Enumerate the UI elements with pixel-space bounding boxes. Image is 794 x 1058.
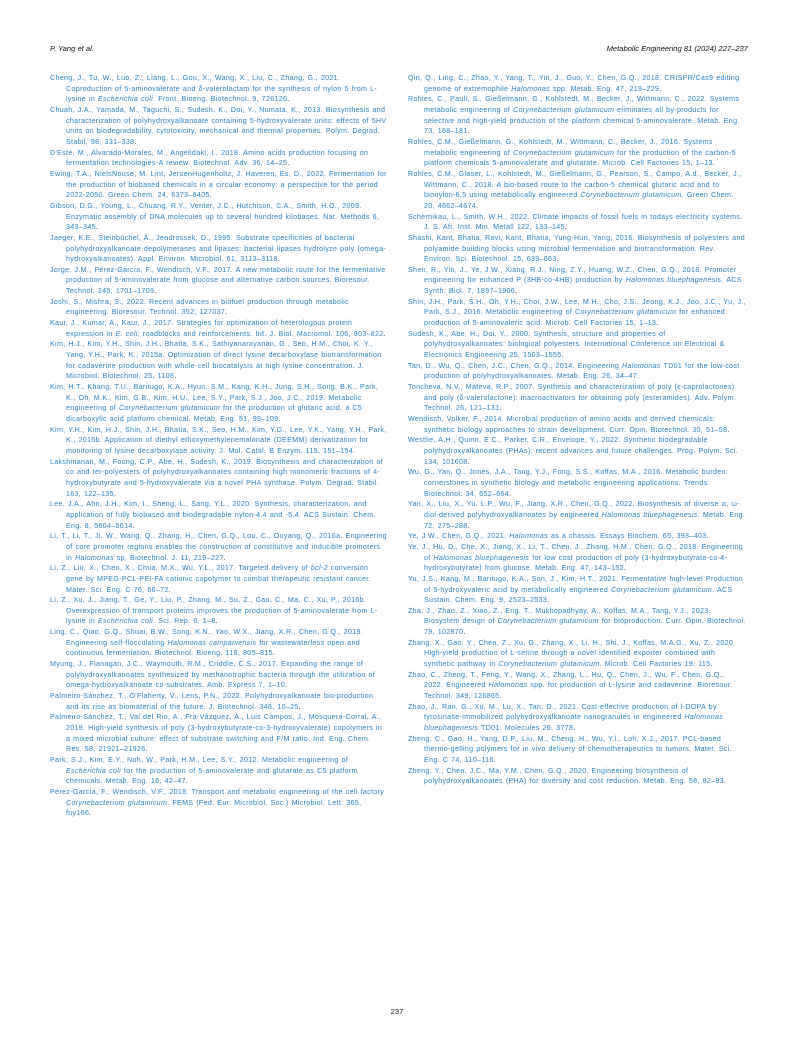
reference-end-period: . — [132, 521, 135, 530]
reference-entry — [50, 595, 388, 627]
reference-text: Toncheva, N.V., Mateva, R.P., 2007. Synthesis and characterization of poly (ε-caprolactones) and poly (δ-valerolactone): macroactivators for obtaining poly (esteramides). Adv. Polym. Technol. 26, 121–131 — [408, 383, 737, 413]
references-right-column — [408, 73, 746, 787]
reference-entry — [408, 361, 746, 382]
reference-text: Lee, J.A., Ahn, J.H., Kim, I., Sheng, L., Sang, Y.L., 2020. Synthesis, characterization, and application of fully biobased and biodegradable nylon-4,4 and -5,4. ACS Sustain. Chem. Eng. 8, 5604–5614 — [50, 500, 376, 530]
running-header-authors: P. Yang et al. — [50, 44, 94, 53]
reference-end-period: . — [561, 351, 564, 360]
reference-end-period: . — [499, 692, 502, 701]
reference-end-period: . — [287, 95, 290, 104]
reference-entry — [408, 499, 746, 531]
reference-italic-text: Halomonas — [75, 553, 114, 562]
reference-end-period: . — [467, 457, 470, 466]
reference-text: Zha, J., Zhao, Z., Xiao, Z., Eng, T., Mukhopadhyay, A., Koffas, M.A., Tang, Y.J., 2023. Biosystem design of — [408, 606, 711, 626]
reference-italic-text: Escherichia coli — [66, 766, 122, 775]
reference-italic-text: E. coli — [115, 329, 138, 338]
reference-italic-text: Corynebacterium glutamicum — [513, 148, 615, 157]
reference-entry — [50, 73, 388, 105]
reference-italic-text: bcl-2 — [310, 564, 328, 573]
reference-end-period: . — [215, 617, 218, 626]
reference-entry — [50, 382, 388, 425]
reference-end-period: . — [623, 564, 627, 573]
reference-italic-text: Halomonas — [622, 361, 661, 370]
reference-text: sp. Biotechnol. J. 11, 219–227 — [113, 553, 224, 562]
reference-text: Shen, R., Yin, J., Ye, J.W., Xiang, R.J., Ning, Z.Y., Huang, W.Z., Chen, G.Q., 2018. Promoter engineering for enhanced P (3HB-co-4HB) production by — [408, 265, 737, 285]
reference-entry — [408, 531, 746, 542]
reference-text: : roadblocks and reinforcements. Int. J. Biol. Macromol. 106, 803–822 — [137, 329, 384, 338]
reference-entry — [408, 414, 746, 435]
reference-entry — [50, 755, 388, 787]
reference-text: Zheng, C., Gao, H., Yang, D.P., Liu, M., Cheng, H., Wu, Y.l., Loh, X.J., 2017. PCL-based thermo-gelling polymers for in vivo delivery of chemotherapeutics to tumors. Mater. Sci. Eng. C 74, 110–116 — [408, 734, 732, 764]
reference-end-period: . — [134, 137, 137, 146]
reference-text: Qin, Q., Ling, C., Zhao, Y., Yang, T., Yin, J., Guo, Y., Chen, G.Q., 2018. CRISPR/Cas9 editing genome of extremophile — [408, 74, 740, 93]
reference-end-period: . — [509, 489, 512, 498]
reference-entry — [408, 233, 746, 265]
reference-text: Palmeiro-Sánchez, T., Val del Rio, A., Fra-Vázquez, A., Luis Campos, J., Mosquera-Corral, A., 2019. High-yield synthesis of poly (3-hydroxybutyrate-co-3-hydroxyvalerate) copolymers in a mixed microbial culture: effect of substrate switching and F/M ratio. Ind. Eng. Chem. Res. 58, 21921–21926 — [50, 713, 383, 754]
reference-end-period: . — [209, 191, 212, 200]
reference-entry — [50, 425, 388, 457]
reference-entry — [50, 297, 388, 318]
reference-entry — [408, 435, 746, 467]
reference-text: for enhanced production of 5-aminovaleric acid. Microb. Cell Factories 15, 1–13 — [424, 308, 725, 328]
reference-text: Kim, H.J., Kim, Y.H., Shin, J.H., Bhatia, S.K., Sathiyanarayanan, G., Seo, H.M., Choi, K. Y., Yang, Y.H., Park, K., 2015a. Optimization of direct lysine decarboxylase biotransformation for cadaverine production with whole-cell biocatalysis at high lysine concentration. J. Microbiol. Biotechnol. 25, 1108 — [50, 340, 382, 381]
reference-end-period: . — [499, 404, 502, 413]
reference-entry — [50, 318, 388, 339]
reference-text: TD01 for the low-cost production of polyhydroxyalkanoates. Metab. Eng. 26, 34–47 — [424, 361, 740, 381]
reference-entry — [408, 766, 746, 787]
reference-end-period: . — [352, 446, 356, 455]
reference-text: Chuah, J.A., Yamada, M., Taguchi, S., Sudesh, K., Doi, Y., Numata, K., 2013. Biosynthesis and characterization of polyhydroxyalkanoate containing 5-hydroxyvalerate units: effects of 5HV units on biodegradability, cytotoxicity, mechanical and thermal properties. Polym. Degrad. Stabil. 98, 331–338 — [50, 105, 387, 146]
page-number: 237 — [390, 1007, 404, 1016]
reference-text: Jaeger, K.E., Steinbüchel, A., Jendrossek, D., 1995. Substrate specificities of bacterial polyhydroxyalkanoate depolymerases and lipases: bacterial lipases hydrolyze poly (omega-hydroxyalkanoates). Appl. Environ. Microbiol. 61, 3113–3118 — [50, 233, 387, 264]
reference-end-period: . — [223, 553, 226, 562]
reference-text: Ye, J., Hu, D., Che, X., Jiang, X., Li, T., Chen, J., Zhang, H.M., Chen, G.Q., 2018. Engineering of — [408, 542, 744, 562]
reference-end-period: . — [723, 777, 727, 786]
reference-entry — [50, 339, 388, 382]
reference-end-period: . — [154, 287, 157, 296]
reference-text: Kim, Y.H., Kim, H.J., Shin, J.H., Bhatia, S.K., Seo, H.M., Kim, Y.G., Lee, Y.K., Yang, Y.H., Park, K., 2015b. Application of diethyl ethoxymethylenemalonate (DEEMM) derivatization for monitoring of lysine decarboxylase activity. J. Mol. Catal. B Enzym. 115, 151–154 — [50, 425, 387, 455]
reference-entry — [408, 702, 746, 734]
reference-entry — [408, 670, 746, 702]
reference-text: for the production of the carbon-5 platform chemicals 5-aminovalerate and glutarate. Microb. Cell Factories 15, 1–13 — [424, 148, 736, 168]
reference-entry — [408, 137, 746, 169]
reference-italic-text: Corynebacterium glutamicum — [610, 585, 713, 594]
reference-italic-text: Halomonas bluephagenesis — [424, 713, 724, 733]
reference-text: . Metab. Eng. 72, 275–288 — [424, 510, 746, 530]
reference-entry — [50, 531, 388, 563]
reference-end-period: . — [298, 702, 301, 711]
reference-text: Zhao, C., Zheng, T., Feng, Y., Wang, X., Zhang, L., Hu, Q., Chen, J., Wu, F., Chen, G.Q., 2022. Engineered — [408, 670, 725, 690]
reference-text: Sudesh, K., Abe, H., Doi, Y., 2000. Synthesis, structure and properties of polyhydroxyalkanoates: biological polyesters. International Conference on Electrical & Electronics Engineering 25, 1503–1555 — [408, 329, 725, 360]
reference-text: . ACS Sustain. Chem. Eng. 9, 2523–2533 — [424, 585, 733, 605]
reference-entry — [408, 73, 746, 94]
reference-text: Wu, G., Yan, Q., Jones, J.A., Tang, Y.J., Fong, S.S., Koffas, M.A., 2016. Metabolic burden: cornerstones in synthetic biology and metabolic engineering applications. Trends Biotechnol. 34, 652–664 — [408, 468, 729, 498]
reference-entry — [408, 542, 746, 574]
reference-entry — [50, 499, 388, 531]
reference-entry — [408, 606, 746, 638]
reference-italic-text: Halomonas — [488, 681, 528, 690]
reference-end-period: . — [467, 521, 470, 530]
reference-entry — [50, 787, 388, 819]
reference-text: Kim, H.T., Khang, T.U., Baritugo, K.A., Hyun, S.M., Kang, K.H., Jung, S.H., Song, B.K., Park, K., Oh, M.K., Kim, G.B., Kim, H.U., Lee, S.Y., Park, S.J., Joo, J.C., 2019. Metabolic engineering of — [50, 383, 379, 413]
reference-text: Shin, J.H., Park, S.H., Oh, Y.H., Choi, J.W., Lee, M.H., Cho, J.S., Jeong, K.J., Joo, J.C., Yu, J., Park, S.J., 2016. Metabolic engineering of — [408, 297, 746, 317]
reference-text: conversion gene by MPEG-PCL-PEI-FA cationic copolymer to combat therapeutic resistant cancer. Mater. Sci. Eng. C 76, 66–72 — [66, 564, 371, 594]
reference-italic-text: Escherichia coli — [98, 95, 154, 104]
reference-end-period: . — [168, 585, 171, 594]
reference-entry — [50, 201, 388, 233]
reference-italic-text: Halomonas — [511, 84, 551, 93]
reference-end-period: . — [145, 745, 148, 754]
reference-text: as a chassis. Essays Biochem. 65, 393–403 — [547, 532, 707, 541]
reference-entry — [50, 712, 388, 755]
reference-text: Cheng, J., Tu, W., Luo, Z., Liang, L., Gou, X., Wang, X., Liu, C., Zhang, G., 2021. Coproduction of 5-aminovalerate and δ-valerolactam for the synthesis of nylon 5 from L-lysine in — [50, 74, 378, 104]
reference-entry — [50, 659, 388, 691]
reference-entry — [408, 382, 746, 414]
reference-end-period: . — [659, 84, 662, 93]
reference-end-period: . — [383, 329, 386, 338]
reference-end-period: . — [285, 681, 288, 690]
reference-italic-text: Corynebacterium glutamicum — [580, 191, 682, 200]
reference-end-period: . — [706, 532, 709, 541]
reference-italic-text: Halomonas — [509, 532, 548, 541]
reference-text: Wendisch, Volker, F., 2014. Microbial production of amino acids and derived chemicals: synthetic biology approaches to strain development. Curr. Opin. Biotechnol. 30, 51–58 — [408, 415, 728, 434]
reference-text: . ACS Synth. Biol. 7, 1897–1906 — [424, 276, 742, 296]
reference-entry — [50, 169, 388, 201]
reference-end-period: . — [637, 372, 640, 381]
reference-italic-text: Halomonas bluephagenesis — [433, 553, 530, 562]
reference-italic-text: Corynebacterium glutamicum — [513, 105, 615, 114]
reference-end-period: . — [185, 777, 189, 786]
reference-end-period: . — [95, 223, 99, 232]
reference-text: Tan, D., Wu, Q., Chen, J.C., Chen, G.Q., 2014. Engineering — [408, 361, 623, 370]
reference-entry — [408, 638, 746, 670]
reference-text: Rohles, C., Pauli, S., Gießelmann, G., Kohlstedt, M., Becker, J., Wittmann, C., 2022. Systems metabolic engineering of — [408, 95, 740, 114]
reference-end-period: . — [573, 724, 576, 733]
reference-end-period: . — [493, 756, 496, 764]
reference-italic-text: Halomonas bluephagenesis — [625, 276, 722, 285]
reference-text: D'Este, M., Alvarado-Morales, M., Angelidaki, I., 2018. Amino acids production focusing on fermentation technologies-A review. Biotechnol. Adv. 36, 14–25 — [50, 148, 369, 168]
running-header-journal: Metabolic Engineering 81 (2024) 227–237 — [606, 44, 748, 53]
reference-entry — [50, 691, 388, 712]
reference-end-period: . — [712, 159, 716, 168]
reference-end-period: . — [113, 489, 117, 498]
reference-entry — [50, 627, 388, 659]
reference-entry — [50, 148, 388, 169]
reference-end-period: . — [476, 201, 479, 210]
reference-end-period: . — [277, 255, 280, 264]
reference-text: spp. for production of L-lysine and cadaverine. Bioresour. Technol. 349, 126865 — [424, 681, 733, 701]
reference-text: . Microb. Cell Factories 19, 115 — [599, 660, 711, 669]
reference-italic-text: Escherichia coli — [98, 617, 154, 626]
reference-end-period: . — [463, 628, 466, 637]
reference-text: for wastewaterless open and continuous fermentation. Biotechnol. Bioeng. 116, 805–815 — [66, 638, 361, 658]
reference-text: Jorge, J.M., Pérez-García, F., Wendisch, V.F., 2017. A new metabolic route for the fermentative production of 5-aminovalerate from glucose and alternative carbon sources. Bioresour. Technol. 245, 1701–1709 — [50, 265, 386, 296]
reference-italic-text: Corynebacterium glutamicum — [118, 404, 221, 413]
reference-text: Ling, C., Qiao, G.Q., Shuai, B.W., Song, K.N., Yao, W.X., Jiang, X.R., Chen, G.Q., 2019. Engineering self-flocculating — [50, 628, 364, 647]
reference-entry — [50, 233, 388, 265]
reference-entry — [408, 265, 746, 297]
reference-text: Schernikau, L., Smith, W.H., 2022. Climate impacts of fossil fuels in todays electricity systems. J. S. Afr. Inst. Min. Metall 122, 133–145 — [408, 212, 743, 232]
reference-text: for the production of 5-aminovalerate and glutarate as C5 platform chemicals. Metab. Eng. 16, 42–47 — [66, 766, 358, 786]
reference-text: . FEMS (Fed. Eur. Microbiol. Soc.) Microbiol. Lett. 365, fny166 — [66, 798, 362, 818]
reference-text: . Sci. Rep. 6, 1–8 — [153, 617, 216, 626]
reference-entry — [408, 574, 746, 606]
reference-text: Zhao, J., Ran, G., Xu, M., Lu, X., Tan, D., 2021. Cost-effective production of l-DOPA by tyrosinase-immobilized polyhydroxyalkanoate nanogranules in engineered — [408, 702, 717, 722]
reference-text: Zhang, X., Gao, Y., Chen, Z., Xu, G., Zhang, X., Li, H., Shi, J., Koffas, M.A.G., Xu, Z., 2020. High-yield production of L-serine through a novel identified exporter combined with synthetic pathway in — [408, 638, 736, 669]
reference-text: for low cost production of poly (3-hydroxybutyrate-co-4-hydroxybutyrate) from glucose. Metab. Eng. 47, 143–152 — [424, 553, 728, 573]
reference-text: Li, T., Li, T., Ji, W., Wang, Q., Zhang, H., Chen, G.Q., Lou, C., Ouyang, Q., 2016a. Engineering of core promoter regions enables the construction of constitutive and inducible promoters in — [50, 532, 387, 562]
reference-text: Kaur, J., Kumar, A., Kaur, J., 2017. Strategies for optimization of heterologous protein expression in — [50, 319, 353, 338]
reference-entry — [408, 94, 746, 137]
reference-text: Rohles, C.M., Glaser, L., Kohlstedt, M., Gießelmann, G., Pearson, S., Campo, A.d., Becker, J., Wittmann, C., 2018. A bio-based route to the carbon-5 chemical glutaric acid and to bionylon-6,5 using metabolically engineered — [408, 169, 742, 200]
reference-text: Myung, J., Flanagan, J.C., Waymouth, R.M., Criddle, C.S., 2017. Expanding the range of polyhydroxyalkanoates synthesized by methanotrophic bacteria through the utilization of omega-hydroxyalkanoate co-substrates. Amb. Express 7, 1–10 — [50, 660, 376, 690]
reference-end-period: . — [564, 223, 568, 232]
reference-text: Yan, X., Liu, X., Yu, L.P., Wu, F., Jiang, X.R., Chen, G.Q., 2022. Biosynthesis of diverse α, ω-diol-derived polyhydroxyalkanoates by engineered — [408, 500, 740, 519]
reference-end-period: . — [556, 255, 559, 264]
reference-end-period: . — [174, 372, 177, 381]
reference-entry — [50, 265, 388, 297]
reference-text: . Green Chem. 20, 4662–4674 — [424, 191, 734, 210]
reference-text: Rohles, C.M., Gießelmann, G., Kohlstedt, M., Wittmann, C., Becker, J., 2016. Systems metabolic engineering of — [408, 137, 713, 157]
reference-text: Westlie, A.H., Quinn, E.C., Parker, C.R., Envelope, Y., 2022. Synthetic biodegradable polyhydroxyalkanoates (PHAs): recent advances and future challenges. Prog. Polym. Sci. 134, 101608 — [408, 436, 739, 466]
reference-end-period: . — [727, 425, 730, 434]
reference-italic-text: Corynebacterium glutamicum — [66, 798, 168, 807]
reference-text: . Front. Bioeng. Biotechnol. 9, 726126 — [153, 95, 288, 104]
reference-text: for the production of glutaric acid, a C5 dicarboxylic acid platform chemical. Metab. Eng. 51, 99–109 — [66, 404, 363, 423]
reference-end-period: . — [272, 649, 276, 658]
reference-italic-text: Halomonas bluephagenesis — [601, 510, 698, 519]
reference-end-period: . — [515, 287, 518, 296]
reference-text: spp. Metab. Eng. 47, 219–229 — [550, 84, 660, 93]
reference-entry — [408, 212, 746, 233]
reference-end-period: . — [287, 159, 290, 168]
reference-italic-text: Corynebacterium glutamicum — [497, 617, 599, 626]
reference-text: eliminates all by-products for selective and high-yield production of the platform chemical 5-aminovalerate. Metab. Eng. 73, 168–181 — [424, 105, 740, 136]
reference-text: Shashi, Kant, Bhatia, Ravi, Kant, Bhatia, Yung-Hun, Yang, 2016. Biosynthesis of polyesters and polyamide building blocks using microbial fermentation and biotransformation. Rev. Environ. Sci. Biotechnol. 15, 639–663 — [408, 233, 745, 264]
reference-end-period: . — [710, 660, 713, 669]
reference-text: Zheng, Y., Chen, J.C., Ma, Y.M., Chen, G.Q., 2020. Engineering biosynthesis of polyhydroxyalkanoates (PHA) for diversity and cost reduction. Metab. Eng. 58, 82–93 — [408, 766, 724, 786]
reference-text: Palmeiro-Sánchez, T., O'Flaherty, V., Lens, P.N., 2022. Polyhydroxyalkanoate bio-production and its rise as biomaterial of the future. J. Biotechnol. 348, 10–25 — [50, 692, 374, 711]
reference-entry — [50, 105, 388, 148]
reference-text: Gibson, D.G., Young, L., Chuang, R.Y., Venter, J.C., Hutchison, C.A., Smith, H.O., 2009. Enzymatic assembly of DNA molecules up to several hundred kilobases. Nat. Methods 6, 343–345 — [50, 201, 380, 232]
reference-italic-text: Corynebacterium glutamicum — [498, 660, 600, 669]
reference-italic-text: Corynebacterium glutamicum — [575, 308, 677, 317]
reference-entry — [408, 297, 746, 329]
reference-text: Ye, J.W., Chen, G.Q., 2021. — [408, 532, 510, 541]
reference-entry — [408, 329, 746, 361]
reference-text: Yu, J.S., Kang, M., Baritugo, K.A., Son, J., Kim, H.T., 2021. Fermentative high-level Production of 5-hydroxyvaleric acid by metabolically engineered — [408, 574, 744, 594]
reference-end-period: . — [225, 308, 228, 317]
reference-end-period: . — [278, 415, 281, 423]
reference-text: TD01. Molecules 26, 3778 — [478, 724, 574, 733]
reference-end-period: . — [89, 809, 92, 818]
reference-text: Joshi, S., Mishra, S., 2022. Recent advances in biofuel production through metabolic engineering. Bioresour. Technol. 352, 127037 — [50, 297, 349, 317]
reference-end-period: . — [467, 127, 470, 136]
reference-entry — [50, 457, 388, 500]
references-left-column — [50, 73, 388, 819]
reference-italic-text: Halomonas campaniensis — [167, 638, 257, 647]
reference-text: Ewing, T.A., NielsNouse, M. Lint, JeroenHugenholtz, J. Haveren, Es, D., 2022. Fermentation for the production of biobased chemicals in a circular economy: a perspective for the period 2022-2050. Green Chem. 24, 6373–6405 — [50, 169, 387, 200]
reference-end-period: . — [656, 319, 659, 328]
reference-end-period: . — [547, 596, 550, 605]
reference-text: Li, Z., Liu, X., Chen, X., Chua, M.X., Wu, Y.L., 2017. Targeted delivery of — [50, 564, 311, 573]
reference-entry — [408, 169, 746, 212]
reference-entry — [408, 734, 746, 766]
reference-text: Li, Z., Xu, J., Jiang, T., Ge, Y., Liu, P., Zhang, M., Su, Z., Gao, C., Ma, C., Xu, P., 2016b. Overexpression of transport proteins improves the production of 5-aminovalerate from L-lysine in — [50, 596, 378, 626]
reference-text: for bioproduction. Curr. Opin. Biotechnol. 79, 102870 — [424, 617, 746, 637]
reference-entry — [50, 563, 388, 595]
reference-text: Lakshmanan, M., Foong, C.P., Abe, H., Sudesh, K., 2019. Biosynthesis and characterization of co and ter-polyesters of polyhydroxyalkanoates containing high monomeric fractions of 4-hydroxybutyrate and 5-hydroxyvalerate via a novel PHA synthase. Polym. Degrad. Stabil. 163, 122–135 — [50, 457, 384, 498]
reference-text: Park, S.J., Kim, E.Y., Noh, W., Park, H.M., Lee, S.Y., 2012. Metabolic engineering of — [50, 756, 349, 764]
reference-entry — [408, 467, 746, 499]
reference-text: Pérez-García, F., Wendisch, V.F., 2018. Transport and metabolic engineering of the cell factory — [50, 787, 385, 796]
